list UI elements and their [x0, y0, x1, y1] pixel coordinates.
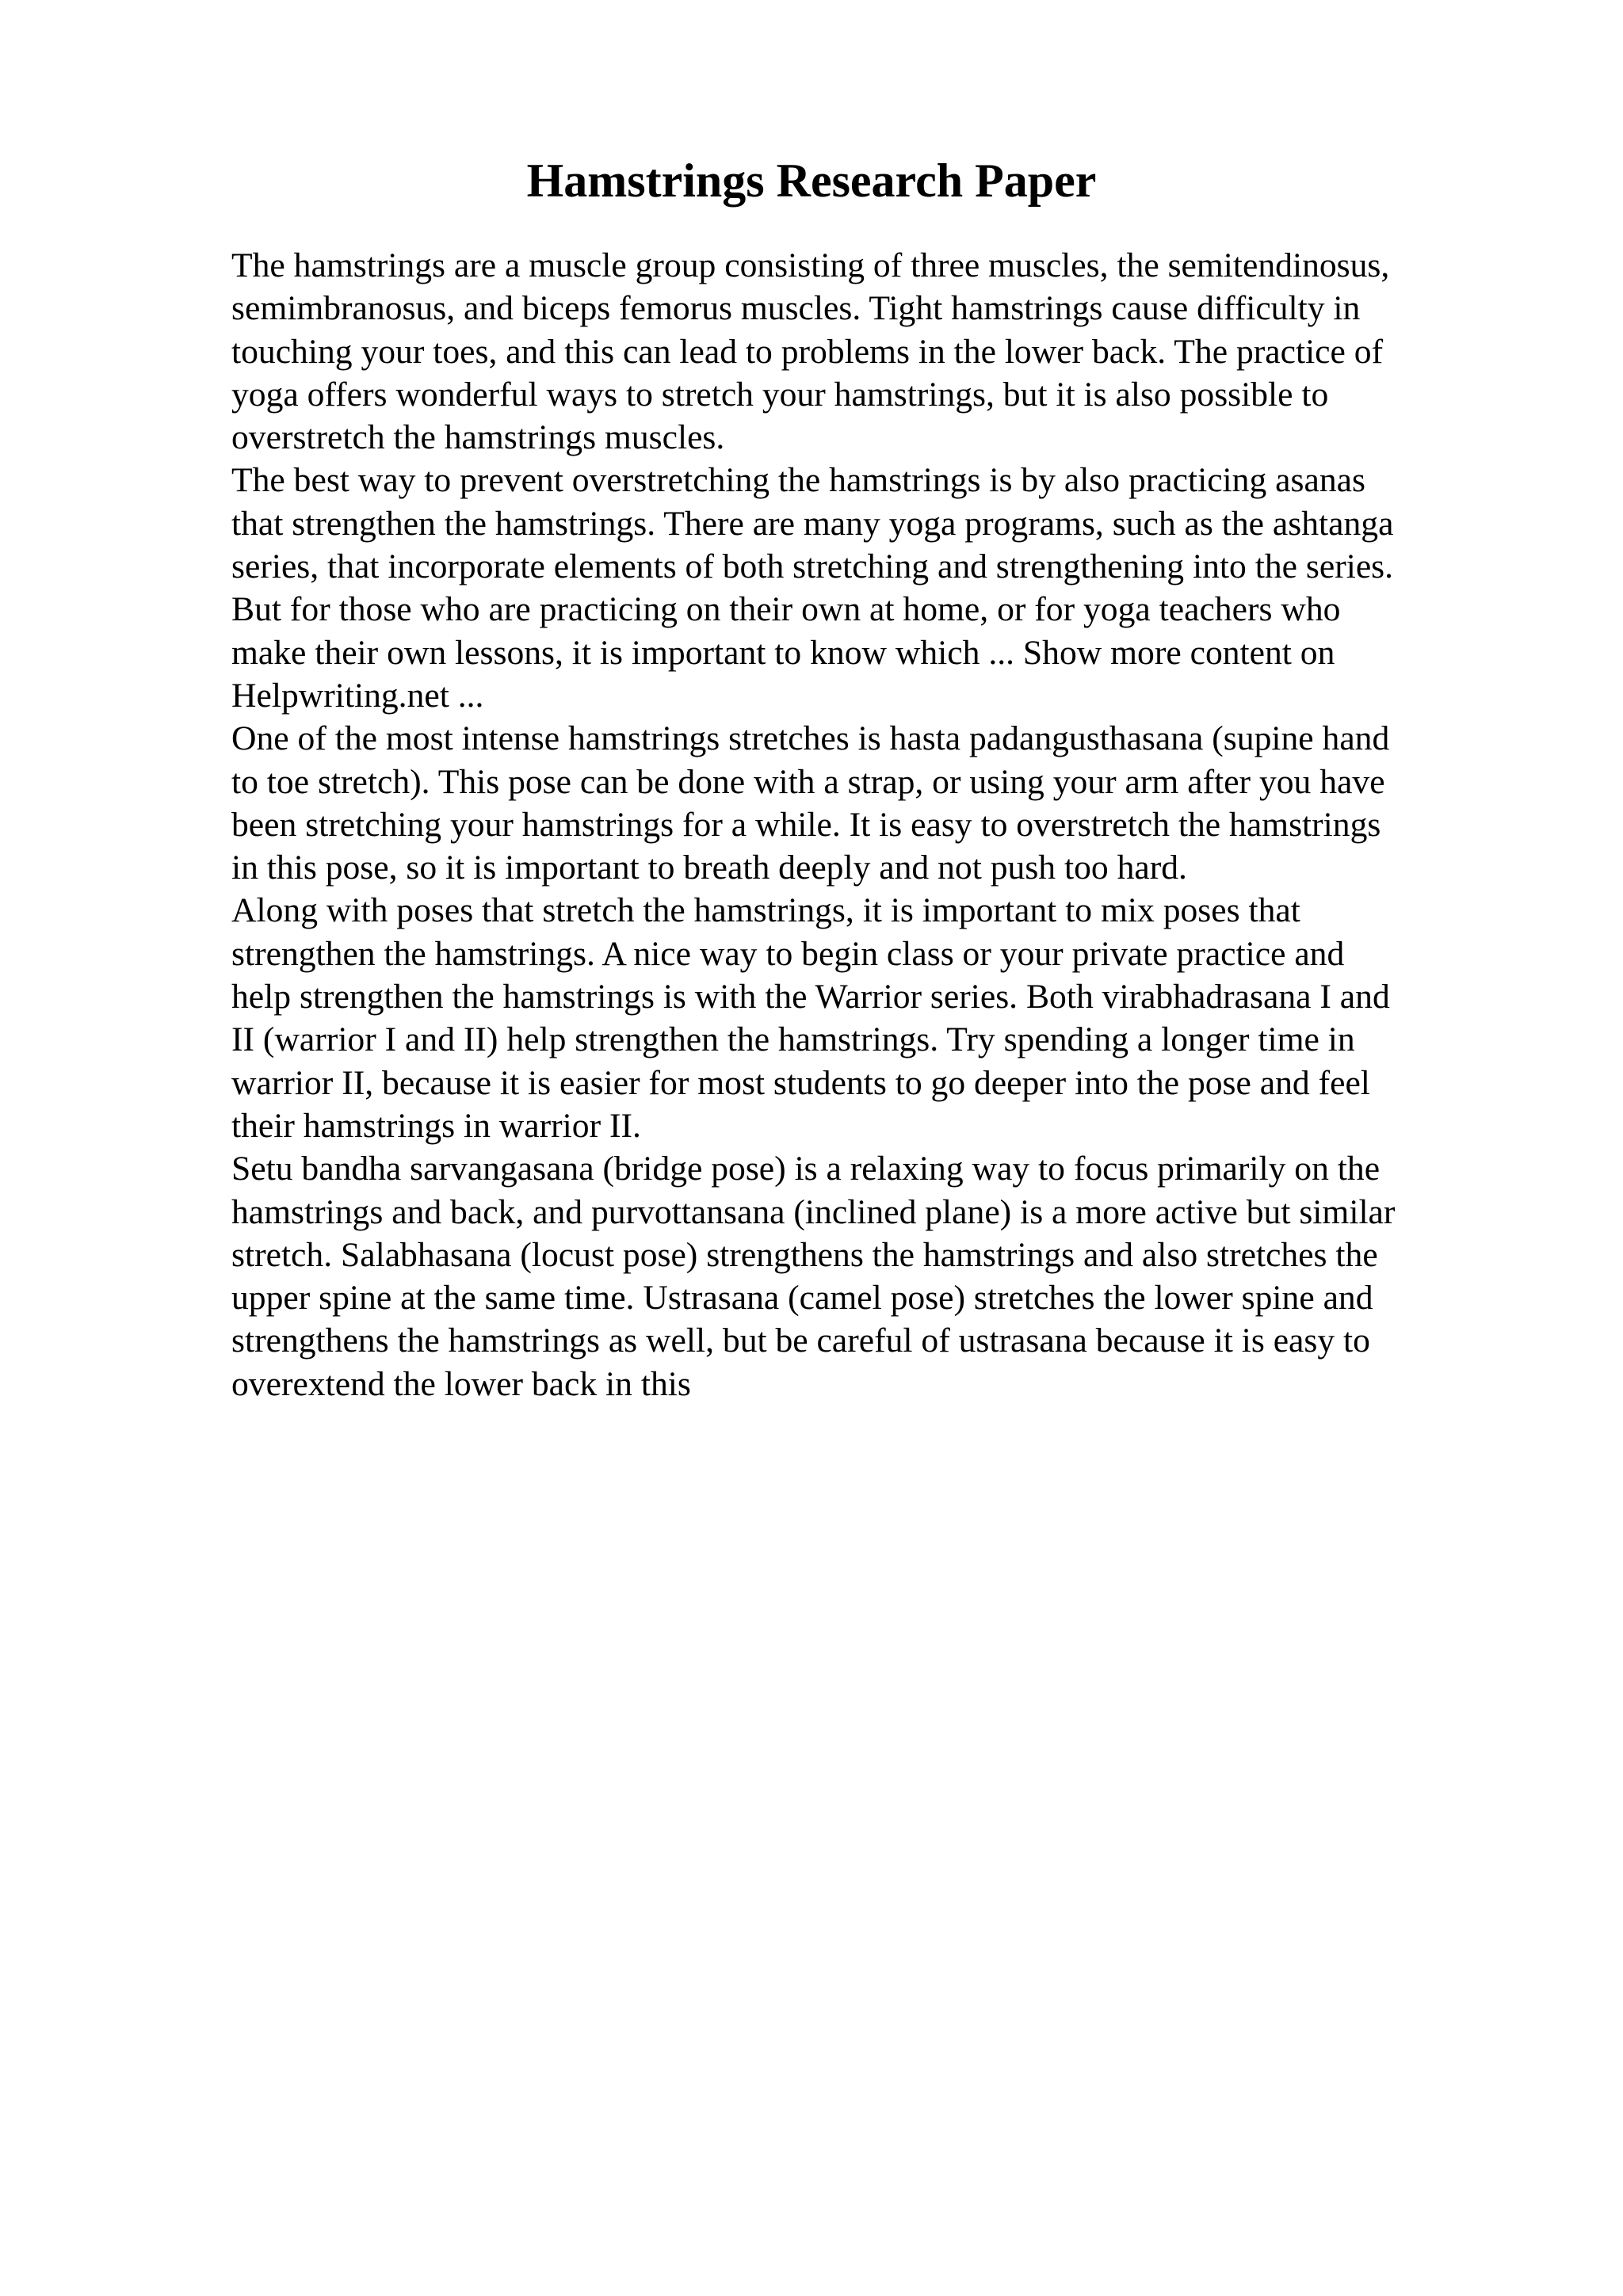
text-line: in this pose, so it is important to breath deeply and not push too hard. [231, 849, 1187, 887]
text-line: Helpwriting.net ... [231, 676, 484, 715]
document-body [231, 244, 1499, 1405]
text-line: yoga offers wonderful ways to stretch your hamstrings, but it is also possible to [231, 375, 1329, 414]
text-line: make their own lessons, it is important to know which ... Show more content on [231, 633, 1335, 672]
text-line: strengthen the hamstrings. A nice way to begin class or your private practice and [231, 934, 1345, 973]
paragraph-2 [231, 459, 1499, 717]
text-line: help strengthen the hamstrings is with the Warrior series. Both virabhadrasana I and [231, 978, 1390, 1016]
text-line: The best way to prevent overstretching the hamstrings is by also practicing asanas [231, 461, 1365, 500]
page-title: Hamstrings Research Paper [526, 154, 1097, 207]
text-line: But for those who are practicing on their own at home, or for yoga teachers who [231, 590, 1341, 629]
paragraph-4 [231, 889, 1499, 1147]
text-line: stretch. Salabhasana (locust pose) strengthens the hamstrings and also stretches the [231, 1235, 1378, 1274]
text-line: overextend the lower back in this [231, 1364, 691, 1403]
text-line: series, that incorporate elements of both stretching and strengthening into the series. [231, 547, 1394, 586]
text-line: One of the most intense hamstrings stretches is hasta padangusthasana (supine hand [231, 719, 1390, 758]
text-line: Setu bandha sarvangasana (bridge pose) is a relaxing way to focus primarily on the [231, 1150, 1381, 1188]
text-line: Along with poses that stretch the hamstrings, it is important to mix poses that [231, 891, 1300, 930]
text-line: that strengthen the hamstrings. There are many yoga programs, such as the ashtanga [231, 504, 1394, 543]
text-line: The hamstrings are a muscle group consisting of three muscles, the semitendinosus, [231, 246, 1390, 284]
text-line: upper spine at the same time. Ustrasana (camel pose) stretches the lower spine and [231, 1279, 1373, 1318]
text-line: overstretch the hamstrings muscles. [231, 418, 725, 457]
text-line: strengthens the hamstrings as well, but be careful of ustrasana because it is easy to [231, 1322, 1370, 1360]
text-line: hamstrings and back, and purvottansana (inclined plane) is a more active but similar [231, 1192, 1396, 1231]
text-line: been stretching your hamstrings for a while. It is easy to overstretch the hamstrings [231, 805, 1381, 844]
paragraph-1 [231, 244, 1499, 459]
paragraph-3 [231, 717, 1499, 889]
text-line: their hamstrings in warrior II. [231, 1106, 641, 1145]
text-line: touching your toes, and this can lead to problems in the lower back. The practice of [231, 332, 1384, 371]
text-line: II (warrior I and II) help strengthen the hamstrings. Try spending a longer time in [231, 1020, 1355, 1059]
text-line: to toe stretch). This pose can be done with a strap, or using your arm after you have [231, 762, 1385, 801]
text-line: semimbranosus, and biceps femorus muscles. Tight hamstrings cause difficulty in [231, 289, 1361, 328]
text-line: warrior II, because it is easier for most students to go deeper into the pose and feel [231, 1063, 1370, 1102]
paragraph-5 [231, 1147, 1499, 1405]
